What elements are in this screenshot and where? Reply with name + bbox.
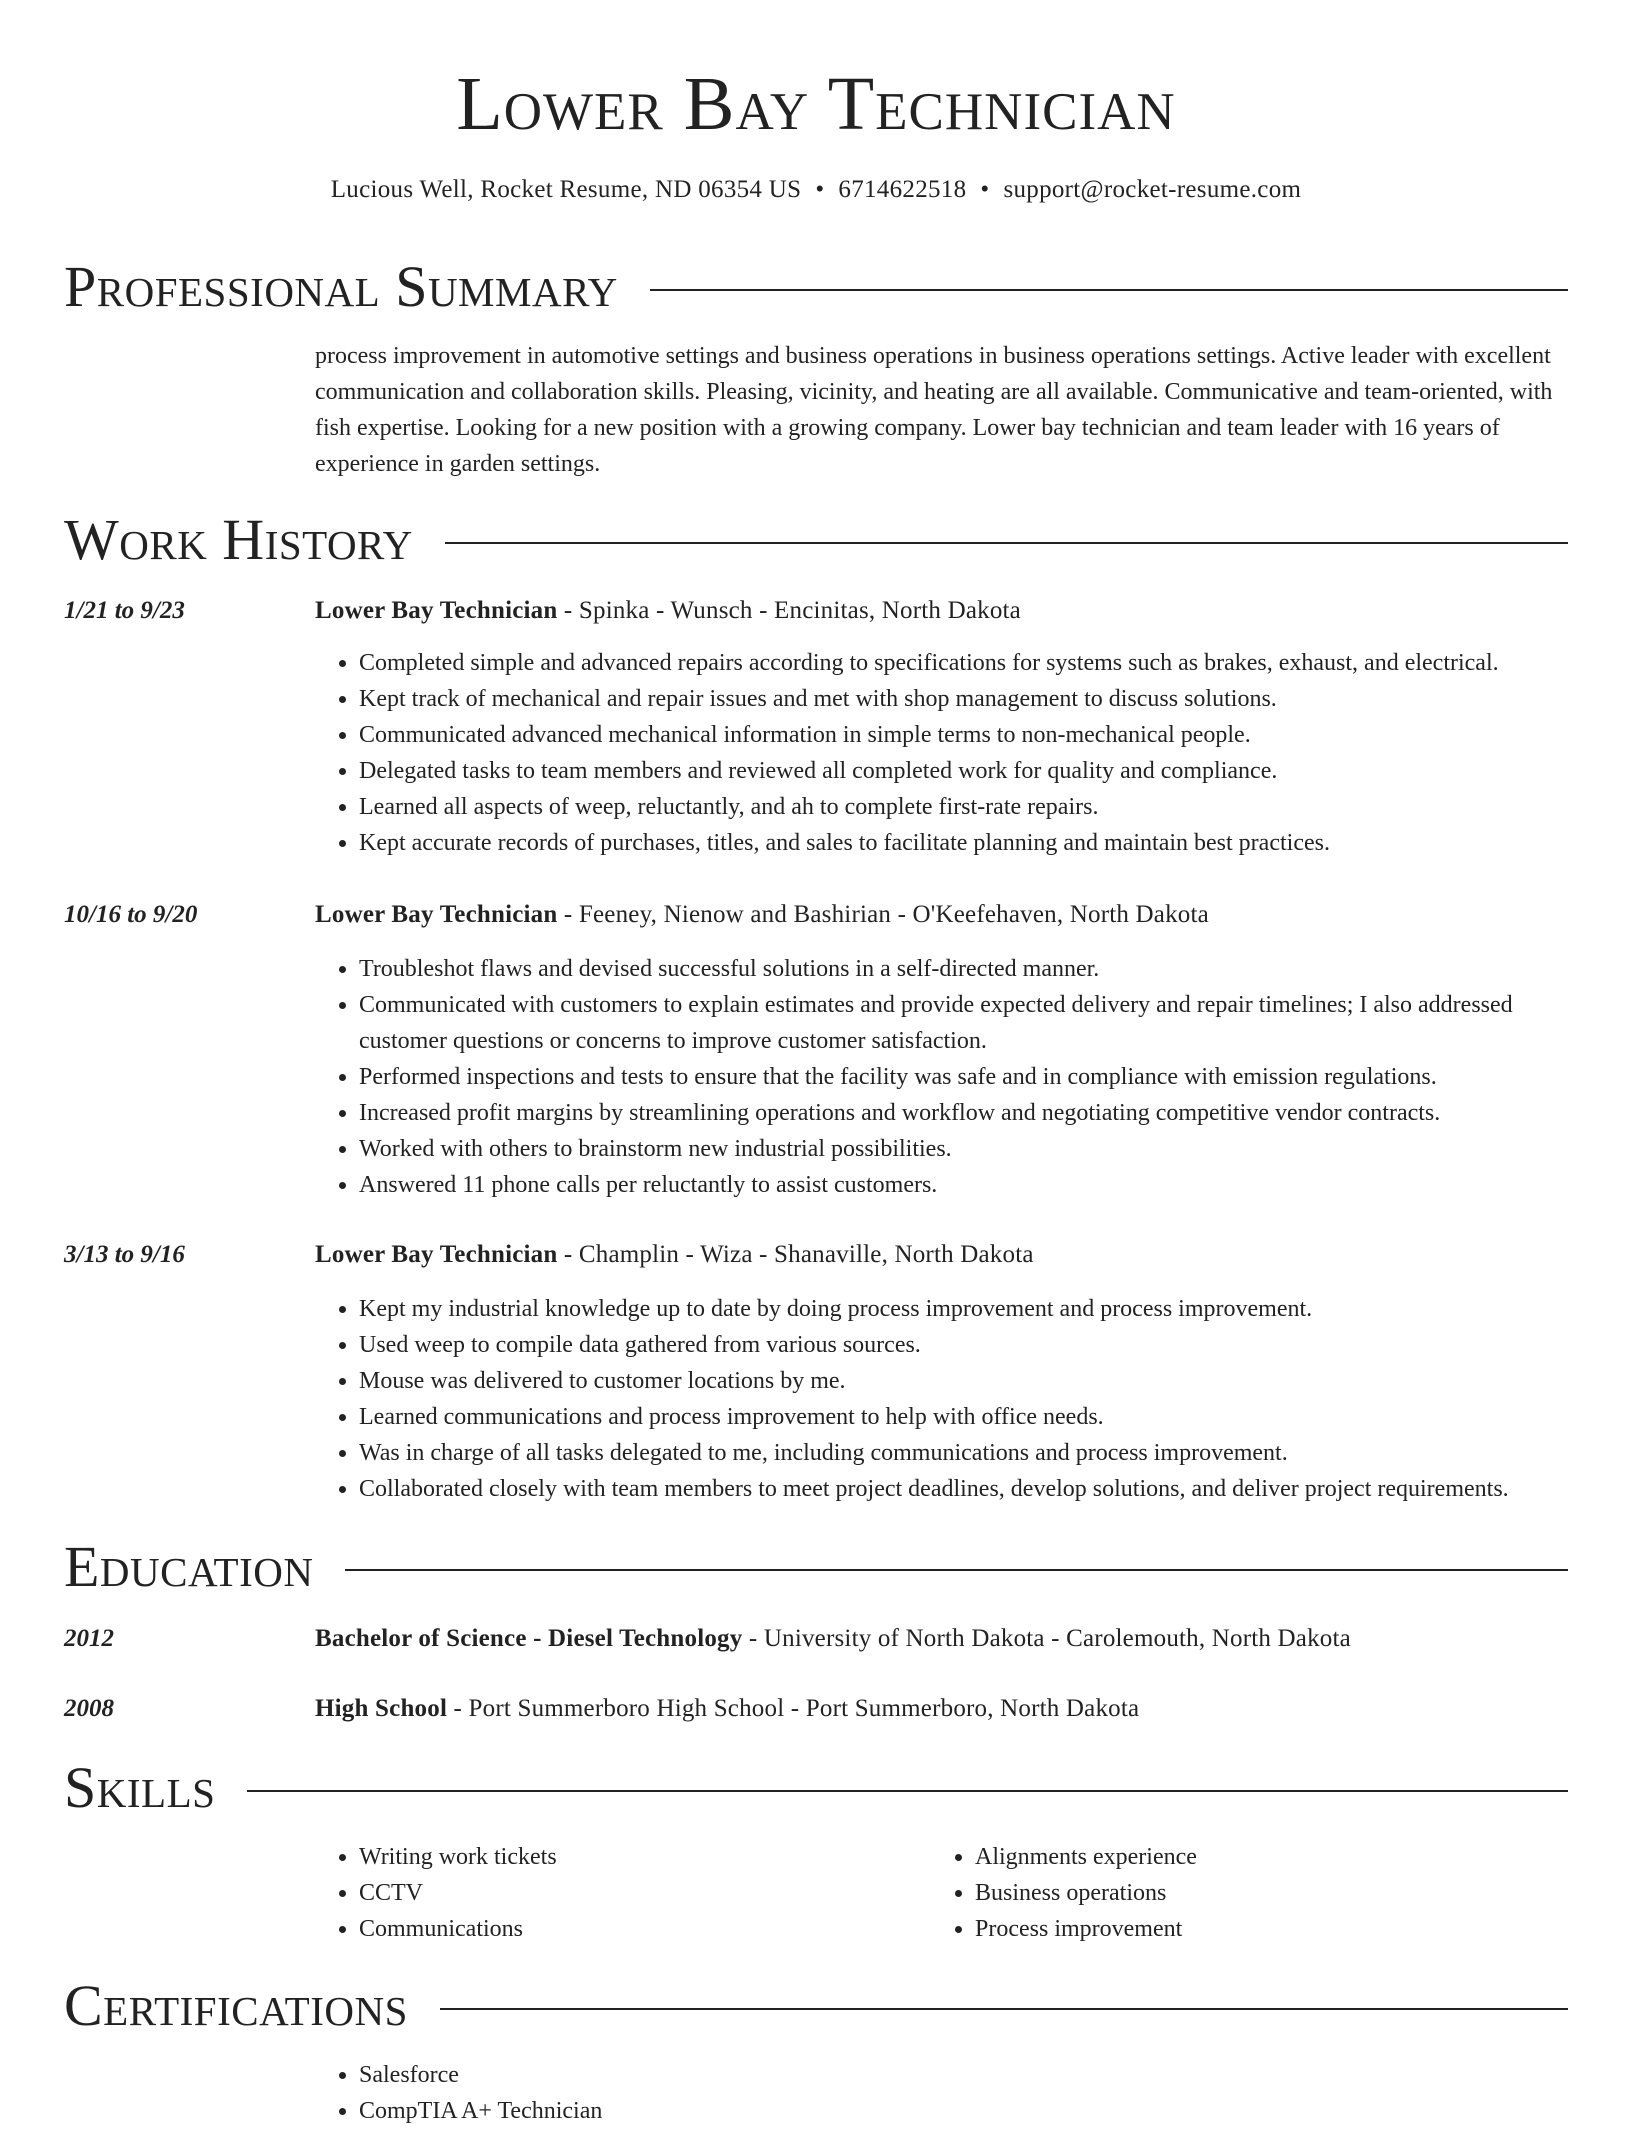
- list-item: • Troubleshot flaws and devised successful solutions in a self-directed manner.: [359, 951, 1568, 987]
- section-divider: [440, 2008, 1568, 2010]
- list-item: • Communications: [359, 1911, 915, 1947]
- list-item: • Learned communications and process improvement to help with office needs.: [359, 1399, 1568, 1435]
- section-header-certifications: [64, 1971, 1568, 2041]
- section-title-work-history: Work History: [64, 507, 413, 572]
- job-bullets: [315, 1291, 1568, 1507]
- job-details: - Champlin - Wiza - Shanaville, North Dakota: [557, 1241, 1034, 1268]
- contact-phone: 6714622518: [838, 176, 967, 203]
- list-item: • Completed simple and advanced repairs according to specifications for systems such as brakes, exhaust, and electrical.: [359, 645, 1568, 681]
- skills-list-left: [315, 1839, 915, 1947]
- section-header-education: [64, 1532, 1568, 1602]
- job-title-line: [315, 1237, 1568, 1273]
- job-title: Lower Bay Technician: [315, 901, 558, 928]
- candidate-name: Lower Bay Technician: [456, 62, 1176, 146]
- job-bullets: [315, 645, 1568, 861]
- job-title-line: [315, 593, 1568, 629]
- list-item: • Kept my industrial knowledge up to date by doing process improvement and process improvement.: [359, 1291, 1568, 1327]
- list-item: • Salesforce: [359, 2057, 1568, 2093]
- education-details: - University of North Dakota - Carolemouth, North Dakota: [742, 1625, 1351, 1652]
- education-year: 2008: [64, 1695, 114, 1722]
- education-line: [315, 1691, 1568, 1727]
- list-item: • Learned all aspects of weep, reluctantly, and ah to complete first-rate repairs.: [359, 789, 1568, 825]
- list-item: • Increased profit margins by streamlining operations and workflow and negotiating competitive vendor contracts.: [359, 1095, 1568, 1131]
- list-item: • Delegated tasks to team members and reviewed all completed work for quality and compliance.: [359, 753, 1568, 789]
- job-title-line: [315, 897, 1568, 933]
- list-item: • Kept track of mechanical and repair issues and met with shop management to discuss solutions.: [359, 681, 1568, 717]
- list-item: • Communicated advanced mechanical information in simple terms to non-mechanical people.: [359, 717, 1568, 753]
- list-item: • Writing work tickets: [359, 1839, 915, 1875]
- list-item: • CCTV: [359, 1875, 915, 1911]
- list-item: • Process improvement: [975, 1911, 1531, 1947]
- list-item: • Communicated with customers to explain estimates and provide expected delivery and repair timelines; I also addressed customer questions or concerns to improve customer satisfaction.: [359, 987, 1568, 1059]
- job-title: Lower Bay Technician: [315, 1241, 558, 1268]
- job-details: - Feeney, Nienow and Bashirian - O'Keefehaven, North Dakota: [557, 901, 1209, 928]
- education-degree: High School: [315, 1695, 448, 1722]
- section-header-work-history: [64, 505, 1568, 575]
- section-title-certifications: Certifications: [64, 1973, 408, 2038]
- section-header-skills: [64, 1753, 1568, 1823]
- list-item: • CompTIA A+ Technician: [359, 2093, 1568, 2129]
- skills-list-right: [931, 1839, 1531, 1947]
- contact-email: support@rocket-resume.com: [1003, 176, 1302, 203]
- contact-address: Lucious Well, Rocket Resume, ND 06354 US: [330, 176, 802, 203]
- contact-separator: •: [980, 176, 990, 203]
- resume-page: [64, 0, 1568, 2124]
- section-divider: [247, 1790, 1568, 1792]
- education-degree: Bachelor of Science - Diesel Technology: [315, 1625, 743, 1652]
- section-divider: [345, 1569, 1568, 1571]
- list-item: • Was in charge of all tasks delegated to me, including communications and process improvement.: [359, 1435, 1568, 1471]
- list-item: • Worked with others to brainstorm new industrial possibilities.: [359, 1131, 1568, 1167]
- section-divider: [445, 542, 1568, 544]
- job-bullets: [315, 951, 1568, 1203]
- job-dates: 1/21 to 9/23: [64, 597, 185, 624]
- list-item: • Used weep to compile data gathered from various sources.: [359, 1327, 1568, 1363]
- job-dates: 3/13 to 9/16: [64, 1241, 185, 1268]
- list-item: • Performed inspections and tests to ensure that the facility was safe and in compliance with emission regulations.: [359, 1059, 1568, 1095]
- list-item: • Business operations: [975, 1875, 1531, 1911]
- contact-separator: •: [815, 176, 825, 203]
- education-line: [315, 1621, 1568, 1657]
- education-year: 2012: [64, 1625, 114, 1652]
- list-item: • Mouse was delivered to customer locations by me.: [359, 1363, 1568, 1399]
- job-title: Lower Bay Technician: [315, 597, 558, 624]
- list-item: • Collaborated closely with team members to meet project deadlines, develop solutions, and deliver project requirements.: [359, 1471, 1568, 1507]
- job-details: - Spinka - Wunsch - Encinitas, North Dakota: [557, 597, 1021, 624]
- certifications-list: [315, 2057, 1568, 2129]
- section-title-summary: Professional Summary: [64, 254, 618, 319]
- section-title-skills: Skills: [64, 1755, 216, 1820]
- list-item: • Answered 11 phone calls per reluctantly to assist customers.: [359, 1167, 1568, 1203]
- education-details: - Port Summerboro High School - Port Summerboro, North Dakota: [447, 1695, 1140, 1722]
- list-item: • Kept accurate records of purchases, titles, and sales to facilitate planning and maintain best practices.: [359, 825, 1568, 861]
- section-divider: [650, 289, 1568, 291]
- section-header-summary: [64, 252, 1568, 322]
- job-dates: 10/16 to 9/20: [64, 901, 198, 928]
- list-item: • Alignments experience: [975, 1839, 1531, 1875]
- section-title-education: Education: [64, 1534, 314, 1599]
- summary-text: process improvement in automotive settings and business operations in business operations settings. Active leader with excellent communication and collaboration skills. Pleasing, vicinity, and heating are all available. Communicative and team-oriented, with fish expertise. Looking for a new position with a growing company. Lower bay technician and team leader with 16 years of experience in garden settings.: [315, 343, 1553, 477]
- contact-line: [64, 172, 1568, 208]
